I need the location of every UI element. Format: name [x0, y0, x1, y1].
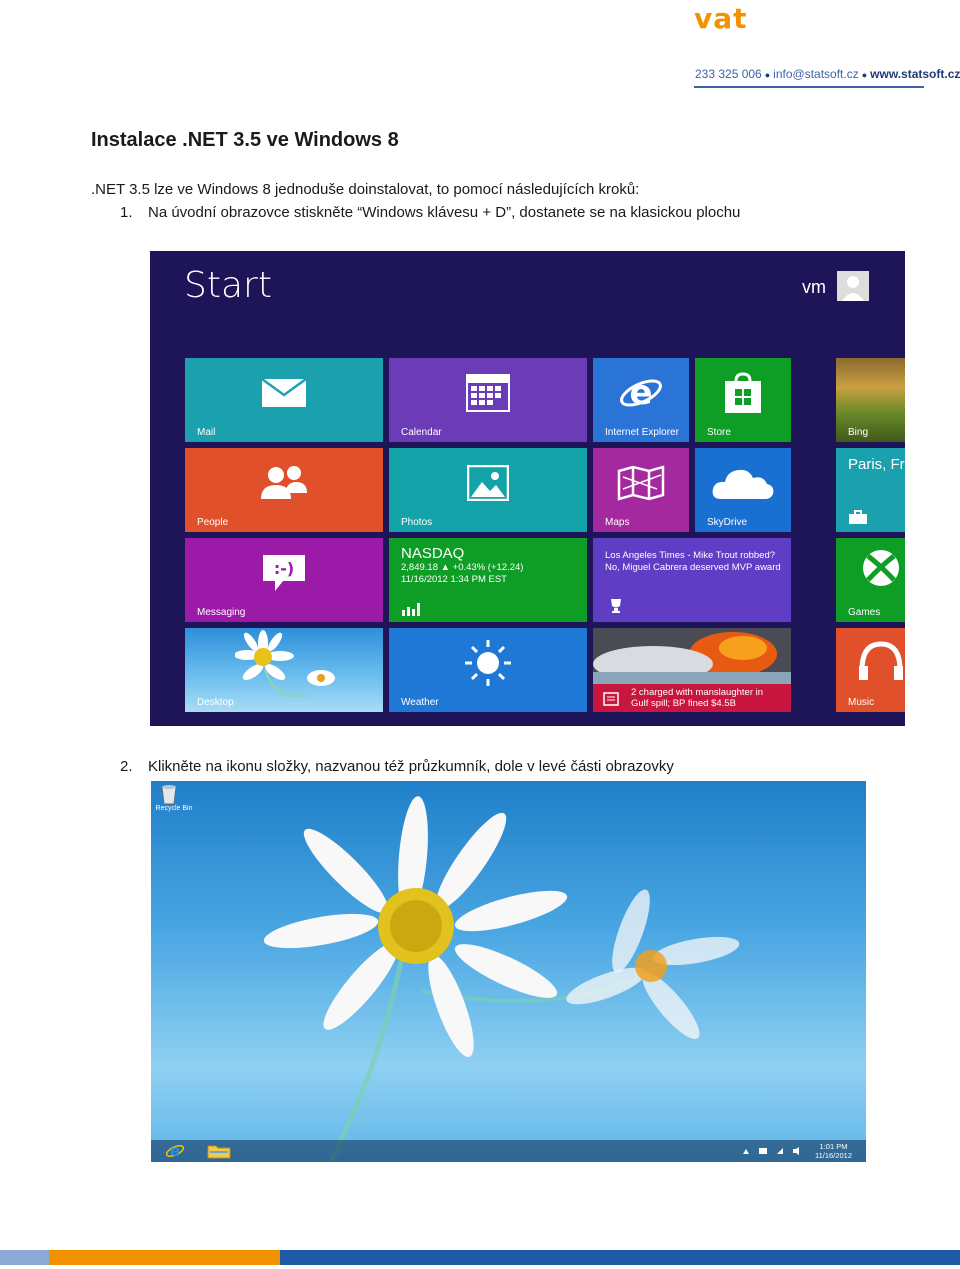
trophy-icon	[607, 598, 625, 614]
svg-text::-): :-)	[273, 559, 295, 579]
user-name: vm	[802, 277, 826, 297]
tile-label: Bing	[848, 427, 869, 438]
tile-store[interactable]	[695, 358, 791, 442]
news-headline: 2 charged with manslaughter in Gulf spill; BP fined $4.5B	[631, 687, 764, 709]
maps-icon	[617, 465, 665, 501]
user-avatar[interactable]	[837, 271, 869, 301]
recycle-bin-icon[interactable]	[157, 783, 181, 805]
file-explorer-icon[interactable]	[207, 1143, 231, 1159]
step-text: Na úvodní obrazovce stiskněte “Windows klávesu + D”, dostanete se na klasickou plochu	[148, 204, 741, 221]
tile-skydrive[interactable]	[695, 448, 791, 532]
calendar-icon	[466, 374, 510, 412]
step-text: Klikněte na ikonu složky, nazvanou též průzkumník, dole v levé části obrazovky	[148, 758, 674, 775]
tile-internet-explorer[interactable]	[593, 358, 689, 442]
intro-paragraph: .NET 3.5 lze ve Windows 8 jednoduše doinstalovat, to pomocí následujících kroků:	[91, 181, 640, 198]
tile-news[interactable]	[593, 628, 791, 712]
headphones-icon	[856, 638, 905, 684]
footer-segment	[0, 1250, 49, 1265]
tile-label: Photos	[401, 517, 433, 528]
system-tray-icons[interactable]	[741, 1146, 811, 1156]
tile-label: Mail	[197, 427, 216, 438]
travel-city: Paris, Fr	[848, 456, 905, 473]
taskbar-clock[interactable]	[815, 1142, 852, 1160]
start-screen-screenshot	[150, 251, 905, 726]
footer-segment	[49, 1250, 280, 1265]
svg-text:e: e	[169, 1142, 181, 1160]
separator-dot: ●	[861, 70, 868, 80]
website-link[interactable]: www.statsoft.cz	[870, 67, 960, 81]
header-rule	[694, 86, 924, 88]
email-link[interactable]: info@statsoft.cz	[773, 67, 859, 81]
desktop-screenshot	[151, 781, 866, 1162]
finance-index: NASDAQ	[401, 545, 465, 562]
tile-finance[interactable]	[389, 538, 587, 622]
tile-weather[interactable]	[389, 628, 587, 712]
taskbar	[151, 1140, 866, 1162]
company-logo: vat	[694, 2, 748, 35]
internet-explorer-icon	[618, 372, 664, 414]
news-icon	[603, 692, 619, 706]
tile-desktop[interactable]	[185, 628, 383, 712]
tile-games[interactable]	[836, 538, 905, 622]
tile-calendar[interactable]	[389, 358, 587, 442]
tile-label: SkyDrive	[707, 517, 748, 528]
tile-music[interactable]	[836, 628, 905, 712]
contact-line	[695, 66, 960, 83]
tile-messaging[interactable]	[185, 538, 383, 622]
clock-time: 1:01 PM	[819, 1142, 848, 1151]
tile-label: Maps	[605, 517, 630, 528]
step-number: 2.	[120, 758, 133, 775]
finance-chart-icon	[401, 600, 421, 616]
tile-label: Calendar	[401, 427, 442, 438]
news-fire-image	[593, 628, 791, 684]
tile-label: Messaging	[197, 607, 246, 618]
document-title: Instalace .NET 3.5 ve Windows 8	[91, 129, 399, 151]
tile-label: Internet Explorer	[605, 427, 679, 438]
clock-date: 11/16/2012	[815, 1151, 852, 1160]
internet-explorer-icon[interactable]	[165, 1142, 185, 1160]
tile-sports[interactable]	[593, 538, 791, 622]
step-number: 1.	[120, 204, 133, 221]
finance-value: 2,849.18 ▲ +0.43% (+12.24)	[401, 562, 524, 573]
tile-label: People	[197, 517, 229, 528]
step-1	[120, 203, 820, 223]
sun-icon	[463, 638, 513, 688]
separator-dot: ●	[764, 70, 771, 80]
daisy-wallpaper	[151, 781, 866, 1162]
tile-people[interactable]	[185, 448, 383, 532]
tile-label: Store	[707, 427, 731, 438]
start-title: Start	[184, 265, 272, 306]
user-icon	[837, 271, 869, 301]
step-2	[120, 757, 820, 777]
tile-label: Weather	[401, 697, 439, 708]
recycle-bin-label[interactable]: Recycle Bin	[155, 805, 193, 812]
suitcase-icon	[848, 510, 868, 524]
tile-label: Music	[848, 697, 875, 708]
phone-number: 233 325 006	[695, 67, 762, 81]
tile-maps[interactable]	[593, 448, 689, 532]
people-icon	[259, 465, 309, 501]
tile-label: Desktop	[197, 697, 234, 708]
mail-icon	[261, 378, 307, 408]
tile-label: Games	[848, 607, 881, 618]
xbox-icon	[856, 548, 905, 588]
tile-photos[interactable]	[389, 448, 587, 532]
daisy-image	[235, 630, 345, 700]
tile-travel[interactable]	[836, 448, 905, 532]
footer-color-bar	[0, 1250, 960, 1265]
tile-bing[interactable]	[836, 358, 905, 442]
messaging-icon	[261, 553, 307, 593]
svg-text:e: e	[629, 373, 653, 414]
tile-mail[interactable]	[185, 358, 383, 442]
photos-icon	[467, 465, 509, 501]
footer-segment	[280, 1250, 960, 1265]
finance-time: 11/16/2012 1:34 PM EST	[401, 574, 507, 585]
sports-headline: Los Angeles Times - Mike Trout robbed? No, Miguel Cabrera deserved MVP award	[605, 550, 781, 573]
skydrive-icon	[711, 465, 775, 501]
store-icon	[721, 371, 765, 415]
